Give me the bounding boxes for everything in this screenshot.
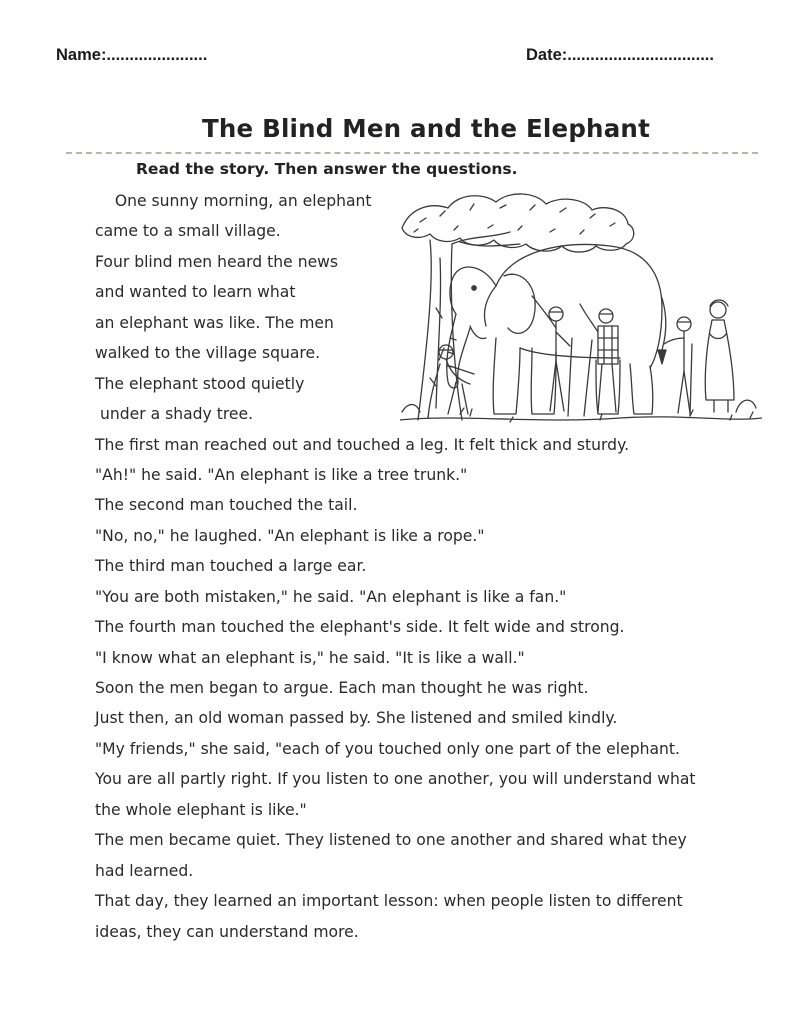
name-field[interactable]: Name:...................... [56,46,208,64]
story-line: Just then, an old woman passed by. She listened and smiled kindly. [95,709,618,728]
story-line: came to a small village. [95,222,281,241]
story-line: "I know what an elephant is," he said. "It is like a wall." [95,648,525,667]
story-line: the whole elephant is like." [95,800,307,819]
story-line: "No, no," he laughed. "An elephant is like a rope." [95,526,485,545]
story-line: The fourth man touched the elephant's side. It felt wide and strong. [95,618,625,637]
story-line: "Ah!" he said. "An elephant is like a tree trunk." [95,465,468,484]
story-line: Four blind men heard the news [95,252,339,271]
story-line: The first man reached out and touched a leg. It felt thick and sturdy. [95,435,630,454]
story-line: "You are both mistaken," he said. "An elephant is like a fan." [95,587,567,606]
story-line: You are all partly right. If you listen to one another, you will understand what [95,770,696,789]
story-line: That day, they learned an important lesson: when people listen to different [95,892,683,911]
story-line: an elephant was like. The men [95,313,334,332]
elephant-blind-men-icon [400,188,762,432]
elephant-blind-men-illustration [400,188,762,432]
story-line: ideas, they can understand more. [95,922,359,941]
story-line: One sunny morning, an elephant [95,192,372,210]
story-line: The second man touched the tail. [95,496,358,515]
story-line: The men became quiet. They listened to one another and shared what they [95,831,687,850]
title-divider [66,152,758,154]
story-line: The third man touched a large ear. [95,557,367,576]
header-row [56,46,760,70]
page-title: The Blind Men and the Elephant [201,114,650,143]
date-field[interactable]: Date:................................ [526,46,714,64]
story-line: had learned. [95,861,194,880]
story-line: Soon the men began to argue. Each man thought he was right. [95,679,589,697]
story-line: and wanted to learn what [95,283,296,302]
story-line: walked to the village square. [95,344,321,363]
instructions-text: Read the story. Then answer the questions. [136,160,518,178]
story-line: under a shady tree. [95,405,254,424]
story-line: The elephant stood quietly [95,374,305,393]
story-line: "My friends," she said, "each of you touched only one part of the elephant. [95,739,680,758]
